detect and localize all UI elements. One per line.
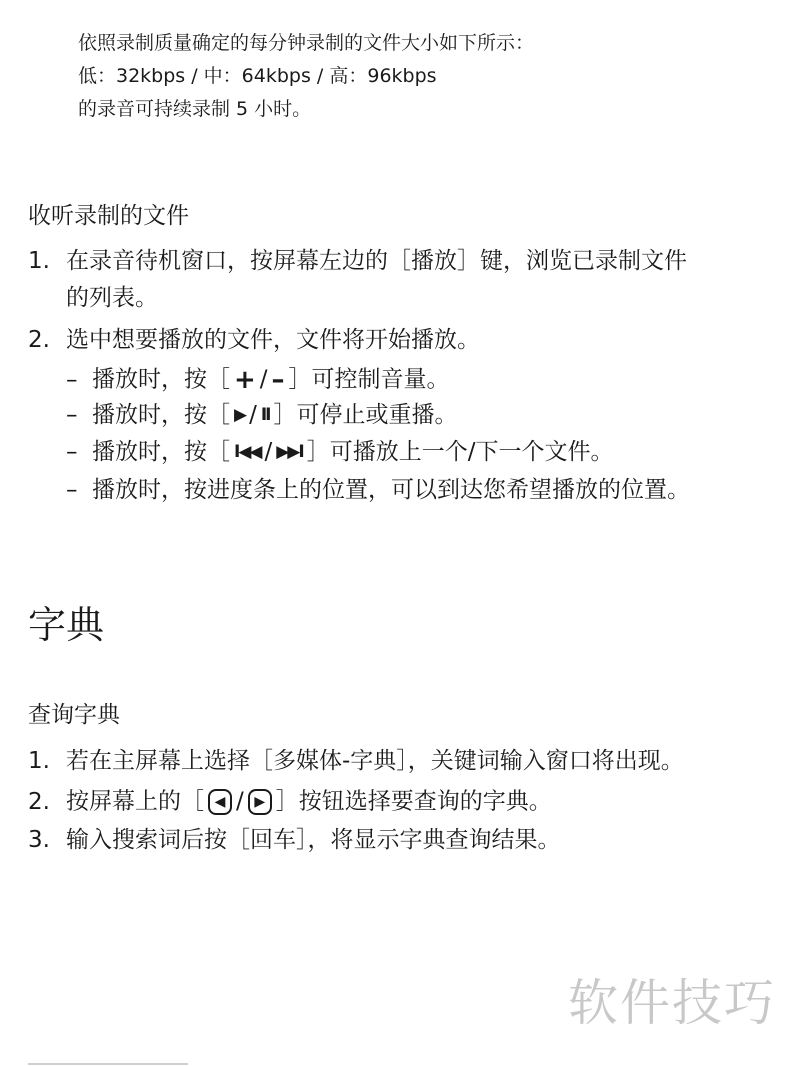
bullet-dash: –	[66, 439, 78, 465]
bullet-dash: –	[66, 366, 78, 393]
bullet-prefix: 播放时，按［	[92, 402, 230, 428]
separator: /	[236, 788, 244, 815]
next-track-icon: ▶▶I	[276, 442, 303, 462]
bullet-suffix: ］可控制音量。	[288, 366, 450, 393]
bullet-play-pause	[66, 404, 457, 427]
watermark: 软件技巧	[568, 974, 776, 1032]
bullet-suffix: ］可播放上一个/下一个文件。	[306, 439, 614, 465]
step-prefix: 按屏幕上的［	[66, 788, 204, 815]
dictionary-step-1	[28, 750, 684, 773]
intro-line-1: 依照录制质量确定的每分钟录制的文件大小如下所示：	[78, 32, 535, 54]
separator: /	[264, 439, 273, 465]
dictionary-heading: 查询字典	[28, 702, 120, 728]
step-text: 输入搜索词后按［回车］，将显示字典查询结果。	[66, 827, 561, 853]
step-number: 2.	[28, 788, 50, 815]
separator: /	[259, 366, 268, 393]
bullet-dash: –	[66, 402, 78, 428]
bullet-volume	[66, 367, 450, 393]
step-number: 2.	[28, 327, 50, 353]
intro-line-2: 低：32kbps / 中：64kbps / 高：96kbps	[78, 65, 437, 87]
listen-step-1	[28, 250, 687, 273]
listen-step-2	[28, 329, 480, 352]
dictionary-step-3	[28, 829, 561, 852]
bullet-prefix: 播放时，按［	[92, 439, 230, 465]
dictionary-title: 字典	[28, 603, 105, 647]
listen-step-1-continued: 的列表。	[66, 285, 158, 311]
step-suffix: ］按钮选择要查询的字典。	[275, 788, 552, 815]
dictionary-step-2	[28, 789, 552, 815]
bullet-progress-bar	[66, 479, 690, 502]
plus-icon: +	[234, 365, 256, 395]
bullet-suffix: ］可停止或重播。	[273, 402, 458, 428]
step-number: 1.	[28, 748, 50, 774]
step-number: 3.	[28, 827, 50, 853]
step-text: 在录音待机窗口，按屏幕左边的［播放］键，浏览已录制文件	[66, 248, 687, 274]
pause-icon: II	[260, 405, 270, 425]
listen-heading: 收听录制的文件	[28, 203, 189, 229]
separator: /	[249, 402, 257, 428]
bullet-prev-next	[66, 441, 613, 464]
previous-track-icon: I◀◀	[234, 442, 261, 462]
step-number: 1.	[28, 248, 50, 274]
footer-cutoff	[28, 1060, 208, 1066]
play-icon: ▶	[234, 405, 246, 425]
right-arrow-icon: ▶	[248, 789, 272, 815]
intro-line-3: 的录音可持续录制 5 小时。	[78, 98, 312, 120]
step-text: 若在主屏幕上选择［多媒体-字典］，关键词输入窗口将出现。	[66, 748, 684, 774]
step-text: 选中想要播放的文件，文件将开始播放。	[66, 327, 480, 353]
left-arrow-icon: ◀	[208, 789, 232, 815]
footer-stub-line	[28, 1063, 188, 1065]
bullet-dash: –	[66, 477, 78, 503]
bullet-prefix: 播放时，按［	[92, 366, 230, 393]
minus-icon: –	[271, 365, 285, 395]
bullet-text: 播放时，按进度条上的位置，可以到达您希望播放的位置。	[92, 477, 690, 503]
